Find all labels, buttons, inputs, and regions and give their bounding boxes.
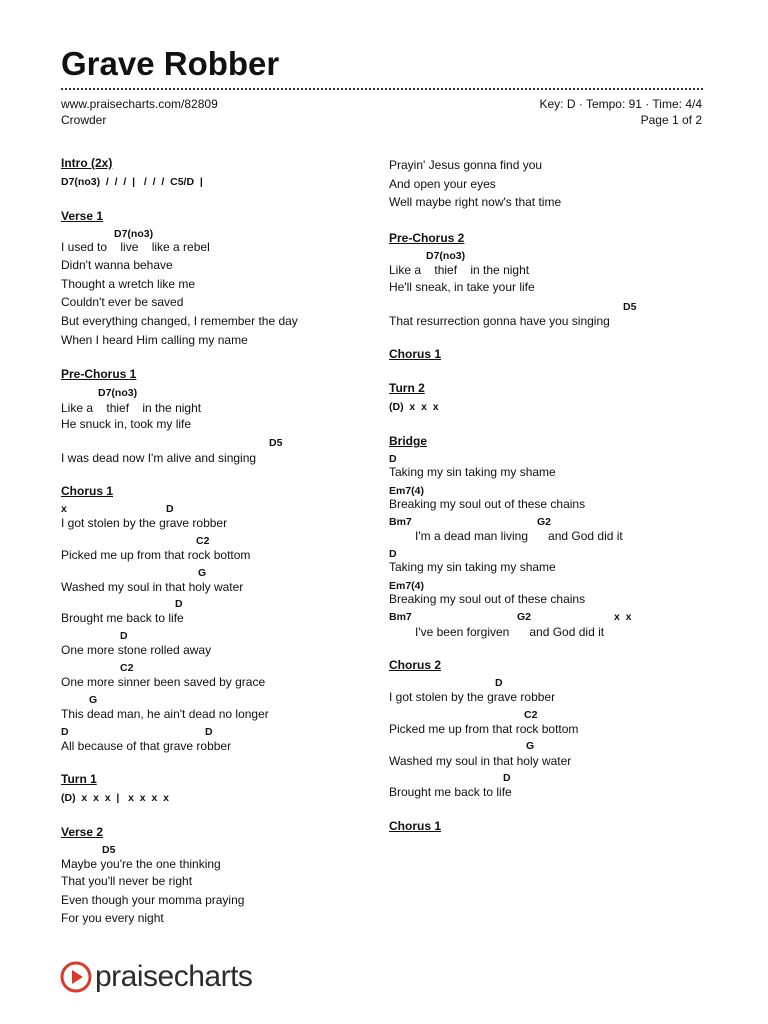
chord: D	[389, 453, 397, 465]
song-title: Grave Robber	[61, 45, 280, 82]
lyric-line: He'll sneak, in take your life	[389, 280, 535, 294]
lyric-line: Picked me up from that rock bottom	[389, 722, 579, 736]
lyric-line: When I heard Him calling my name	[61, 333, 248, 347]
artist-name: Crowder	[61, 113, 107, 127]
chord: D	[205, 726, 213, 738]
lyric-line: I'm a dead man living and God did it	[415, 529, 623, 543]
section-chorus-1-ref: Chorus 1	[389, 347, 442, 361]
lyric-line: That resurrection gonna have you singing	[389, 314, 610, 328]
lyric-line: He snuck in, took my life	[61, 417, 192, 431]
chord: D	[120, 630, 128, 642]
lyric-line: I used to live like a rebel	[61, 240, 210, 254]
lyric-line: Washed my soul in that holy water	[61, 580, 244, 594]
lyric-line: Thought a wretch like me	[61, 277, 196, 291]
lyric-line: And open your eyes	[389, 177, 496, 191]
section-bridge: Bridge	[389, 434, 428, 448]
section-intro: Intro (2x)	[61, 156, 113, 170]
chord: x	[61, 503, 67, 515]
lyric-line: I got stolen by the grave robber	[389, 690, 556, 704]
section-pre-chorus-2: Pre-Chorus 2	[389, 231, 465, 245]
lyric-line: This dead man, he ain't dead no longer	[61, 707, 269, 721]
chord: G2	[517, 611, 532, 623]
chord: D	[495, 677, 503, 689]
chord: D	[175, 598, 183, 610]
lyric-line: Didn't wanna behave	[61, 258, 173, 272]
song-info: Key: D · Tempo: 91 · Time: 4/4	[539, 97, 702, 111]
lyric-line: Maybe you're the one thinking	[61, 857, 221, 871]
lyric-line: One more stone rolled away	[61, 643, 212, 657]
lyric-line: Well maybe right now's that time	[389, 195, 562, 209]
lyric-line: For you every night	[61, 911, 164, 925]
chord: C2	[120, 662, 134, 674]
lyric-line: One more sinner been saved by grace	[61, 675, 266, 689]
lyric-line: Taking my sin taking my shame	[389, 560, 556, 574]
chord: D7(no3)	[114, 228, 154, 240]
chord: Em7(4)	[389, 485, 425, 497]
lyric-line: Even though your momma praying	[61, 893, 245, 907]
chord: C2	[196, 535, 210, 547]
lyric-line: I've been forgiven and God did it	[415, 625, 605, 639]
lyric-line: Picked me up from that rock bottom	[61, 548, 251, 562]
chord: G2	[537, 516, 552, 528]
lyric-line: Breaking my soul out of these chains	[389, 592, 586, 606]
lyric-line: Like a thief in the night	[61, 401, 202, 415]
lyric-line: I got stolen by the grave robber	[61, 516, 228, 530]
play-circle-icon	[60, 961, 92, 993]
chord: G	[89, 694, 98, 706]
lyric-line: But everything changed, I remember the day	[61, 314, 298, 328]
chord: C2	[524, 709, 538, 721]
turn-chords: (D) x x x | x x x x	[61, 792, 169, 804]
chord: Em7(4)	[389, 580, 425, 592]
chord: G	[526, 740, 535, 752]
chord: D	[503, 772, 511, 784]
lyric-line: Prayin' Jesus gonna find you	[389, 158, 543, 172]
section-chorus-2: Chorus 2	[389, 658, 442, 672]
section-chorus-1: Chorus 1	[61, 484, 114, 498]
lyric-line: Like a thief in the night	[389, 263, 530, 277]
source-url[interactable]: www.praisecharts.com/82809	[61, 97, 218, 111]
section-verse-2: Verse 2	[61, 825, 104, 839]
chord: D	[166, 503, 174, 515]
section-turn-2: Turn 2	[389, 381, 425, 395]
chord: D7(no3)	[98, 387, 138, 399]
chord: G	[198, 567, 207, 579]
chord: D7(no3)	[426, 250, 466, 262]
lyric-line: Washed my soul in that holy water	[389, 754, 572, 768]
chord: D5	[269, 437, 283, 449]
lyric-line: Breaking my soul out of these chains	[389, 497, 586, 511]
lyric-line: Brought me back to life	[389, 785, 512, 799]
chord: Bm7	[389, 611, 412, 623]
section-chorus-1-ref-2: Chorus 1	[389, 819, 442, 833]
intro-chords: D7(no3) / / / | / / / C5/D |	[61, 176, 203, 188]
turn-chords: (D) x x x	[389, 401, 439, 413]
lyric-line: Couldn't ever be saved	[61, 295, 184, 309]
lyric-line: All because of that grave robber	[61, 739, 232, 753]
chord: D5	[623, 301, 637, 313]
title-divider	[61, 88, 703, 90]
chord: D	[61, 726, 69, 738]
section-turn-1: Turn 1	[61, 772, 97, 786]
lyric-line: Taking my sin taking my shame	[389, 465, 556, 479]
chord: D5	[102, 844, 116, 856]
chord: D	[389, 548, 397, 560]
section-pre-chorus-1: Pre-Chorus 1	[61, 367, 137, 381]
lyric-line: That you'll never be right	[61, 874, 193, 888]
page-number: Page 1 of 2	[640, 113, 702, 127]
chord: x x	[614, 611, 632, 623]
section-verse-1: Verse 1	[61, 209, 104, 223]
praisecharts-logo[interactable]	[60, 960, 252, 994]
lyric-line: I was dead now I'm alive and singing	[61, 451, 257, 465]
chord: Bm7	[389, 516, 412, 528]
lyric-line: Brought me back to life	[61, 611, 184, 625]
logo-wordmark: praisecharts	[95, 960, 253, 993]
